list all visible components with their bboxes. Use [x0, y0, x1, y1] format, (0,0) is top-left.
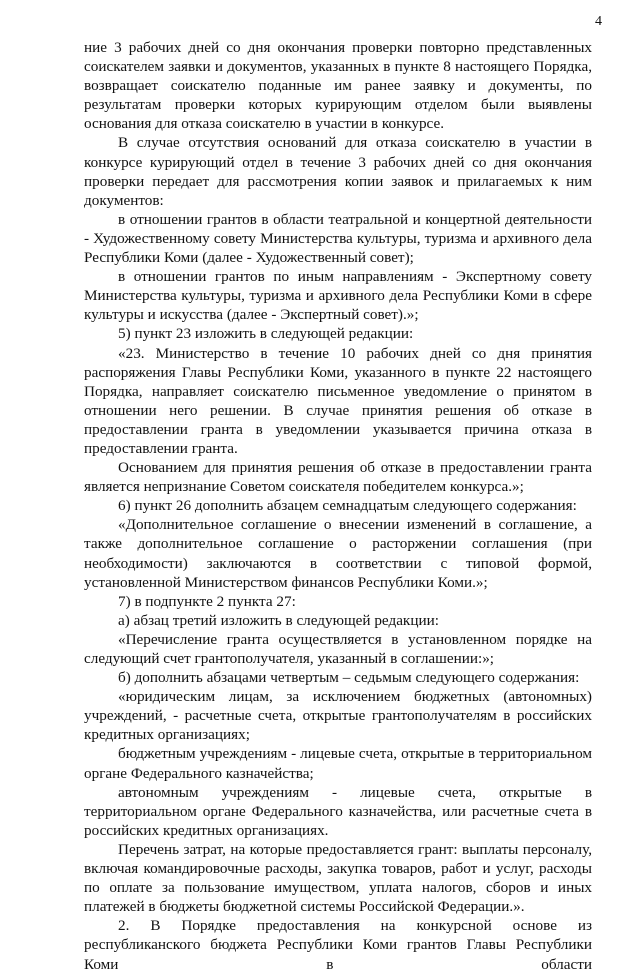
paragraph-9: «Дополнительное соглашение о внесении изменений в соглашение, а также дополнительное соглашение о расторжении соглашения (при необходимости) заключаются в соответствии с типовой формой, установленной Министерством финансов Республики Коми.»; [84, 516, 592, 591]
page-number: 4 [595, 14, 602, 29]
paragraph-17: Перечень затрат, на которые предоставляется грант: выплаты персоналу, включая командировочные расходы, закупка товаров, работ и услуг, расходы по оплате за пользование имуществом, уплата налогов, сборов и иных платежей в бюджеты бюджетной системы Российской Федерации.». [84, 840, 592, 916]
paragraph-12: «Перечисление гранта осуществляется в установленном порядке на следующий счет грантополучателя, указанный в соглашении:»; [84, 630, 592, 667]
paragraph-11: а) абзац третий изложить в следующей редакции: [118, 611, 439, 629]
paragraph-8: 6) пункт 26 дополнить абзацем семнадцатым следующего содержания: [118, 497, 577, 515]
paragraph-16: автономным учреждениям - лицевые счета, открытые в территориальном органе Федерального казначейства, или расчетные счета в российских кредитных организациях. [84, 783, 592, 839]
paragraph-3: в отношении грантов в области театральной и концертной деятельности - Художественному совету Министерства культуры, туризма и архивного дела Республики Коми (далее - Художественный совет); [84, 210, 592, 267]
paragraph-4: в отношении грантов по иным направлениям - Экспертному совету Министерства культуры, туризма и архивного дела Республики Коми в сфере культуры и искусства (далее - Экспертный совет).»; [84, 268, 592, 324]
paragraph-6: «23. Министерство в течение 10 рабочих дней со дня принятия распоряжения Главы Республики Коми, указанного в пункте 22 настоящего Порядка, направляет соискателю письменное уведомление о принятом в отношении него решении. В случае принятия решения об отказе в предоставлении гранта в уведомлении указывается причина отказа в предоставлении гранта. [84, 344, 592, 457]
paragraph-7: Основанием для принятия решения об отказе в предоставлении гранта является непризнание Советом соискателя победителем конкурса.»; [84, 459, 592, 496]
paragraph-10: 7) в подпункте 2 пункта 27: [118, 592, 296, 610]
paragraph-2: В случае отсутствия оснований для отказа соискателю в участии в конкурсе курирующий отдел в течение 3 рабочих дней со дня окончания проверки передает для рассмотрения копии заявок и прилагаемых к ним документов: [84, 134, 592, 209]
paragraph-14: «юридическим лицам, за исключением бюджетных (автономных) учреждений, - расчетные счета, открытые грантополучателям в российских кредитных организациях; [84, 688, 592, 744]
paragraph-15: бюджетным учреждениям - лицевые счета, открытые в территориальном органе Федерального казначейства; [84, 745, 592, 782]
paragraph-1: ние 3 рабочих дней со дня окончания проверки повторно представленных соискателем заявки и документов, указанных в пункте 8 настоящего Порядка, возвращает соискателю поданные им ранее заявку и документы, по результатам проверки которых курирующим отделом были выявлены основания для отказа соискателю в участии в конкурсе. [84, 39, 592, 133]
paragraph-5: 5) пункт 23 изложить в следующей редакции: [118, 325, 414, 343]
paragraph-18: 2. В Порядке предоставления на конкурсной основе из республиканского бюджета Республики Коми грантов Главы Республики Коми в области [84, 917, 592, 973]
paragraph-13: б) дополнить абзацами четвертым – седьмым следующего содержания: [118, 669, 580, 687]
